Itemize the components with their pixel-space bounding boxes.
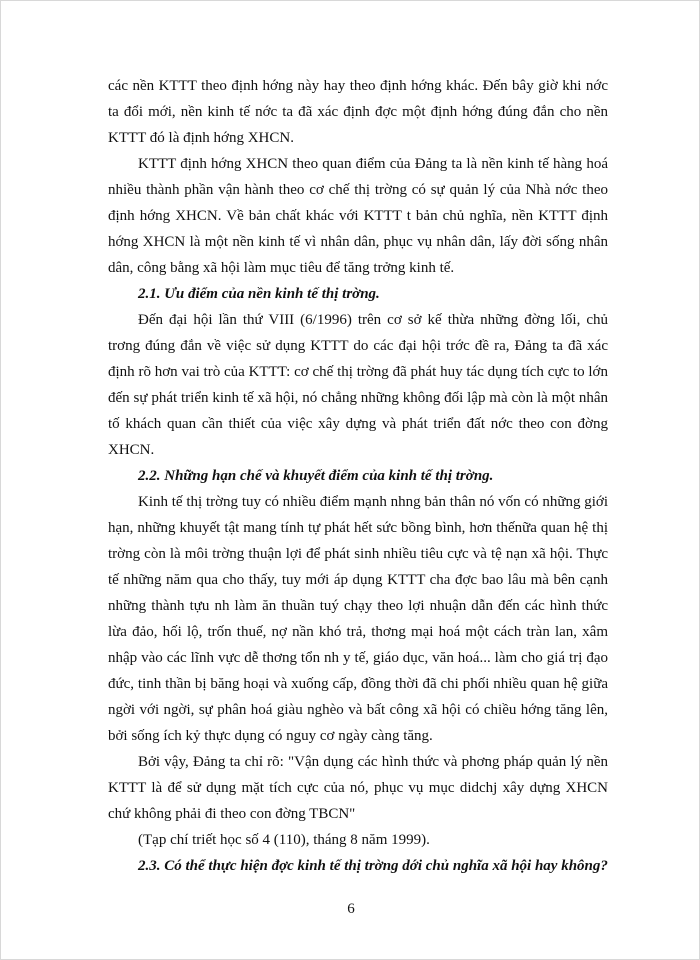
- heading-2-3: 2.3. Có thể thực hiện đợc kinh tế thị trờng dới chủ nghĩa xã hội hay không?: [138, 858, 608, 874]
- heading-2-2: 2.2. Những hạn chế và khuyết điểm của kinh tế thị trờng.: [138, 468, 494, 484]
- paragraph-5: Bởi vậy, Đảng ta chỉ rõ: "Vận dụng các hình thức và phơng pháp quản lý nền KTTT là để sử dụng mặt tích cực của nó, phục vụ mục didchj xây dựng XHCN chứ không phải đi theo con đờng TBCN": [108, 754, 608, 822]
- paragraph-1: các nền KTTT theo định hớng này hay theo định hớng khác. Đến bây giờ khi nớc ta đổi mới, nền kinh tế nớc ta đã xác định đợc một định hớng đúng đắn cho nền KTTT đó là định hớng XHCN.: [108, 78, 608, 146]
- paragraph-4: Kinh tế thị trờng tuy có nhiều điểm mạnh nhng bản thân nó vốn có những giới hạn, những khuyết tật mang tính tự phát hết sức bồng bình, hơn thếnữa quan hệ thị trờng còn là môi trờng thuận lợi để phát sinh nhiều tiêu cực và tệ nạn xã hội. Thực tế những năm qua cho thấy, tuy mới áp dụng KTTT cha đợc bao lâu mà bên cạnh những thành tựu nh làm ăn thuần tuý chạy theo lợi nhuận dẫn đến các hình thức lừa đảo, hối lộ, trốn thuế, nợ nần khó trả, thơng mại hoá một cách tràn lan, xâm nhập vào các lĩnh vực dễ thơng tổn nh y tế, giáo dục, văn hoá... làm cho giá trị đạo đức, tinh thần bị băng hoại và xuống cấp, đồng thời đã chi phối nhiều quan hệ giữa ngời với ngời, sự phân hoá giàu nghèo và bất công xã hội có chiều hớng tăng lên, bởi sống ích kỷ thực dụng có nguy cơ ngày càng tăng.: [108, 494, 608, 744]
- heading-2-1: 2.1. Ưu điểm của nền kinh tế thị trờng.: [138, 286, 380, 302]
- citation: (Tạp chí triết học số 4 (110), tháng 8 năm 1999).: [138, 832, 430, 848]
- body-text: [108, 73, 608, 879]
- page-number: 6: [347, 901, 355, 917]
- paragraph-3: Đến đại hội lần thứ VIII (6/1996) trên cơ sở kế thừa những đờng lối, chủ trơng đúng đắn về việc sử dụng KTTT do các đại hội trớc đề ra, Đảng ta đã xác định rõ hơn vai trò của KTTT: cơ chế thị trờng đã phát huy tác dụng tích cực to lớn đến sự phát triển kinh tế xã hội, nó chẳng những không đối lập mà còn là một nhân tố khách quan cần thiết của việc xây dựng và phát triển đất nớc theo con đờng XHCN.: [108, 312, 608, 458]
- paragraph-2: KTTT định hớng XHCN theo quan điểm của Đảng ta là nền kinh tế hàng hoá nhiều thành phần vận hành theo cơ chế thị trờng có sự quản lý của Nhà nớc theo định hớng XHCN. Về bản chất khác với KTTT t bản chủ nghĩa, nền KTTT định hớng XHCN là một nền kinh tế vì nhân dân, phục vụ nhân dân, lấy đời sống nhân dân, công bằng xã hội làm mục tiêu để tăng trởng kinh tế.: [108, 156, 608, 276]
